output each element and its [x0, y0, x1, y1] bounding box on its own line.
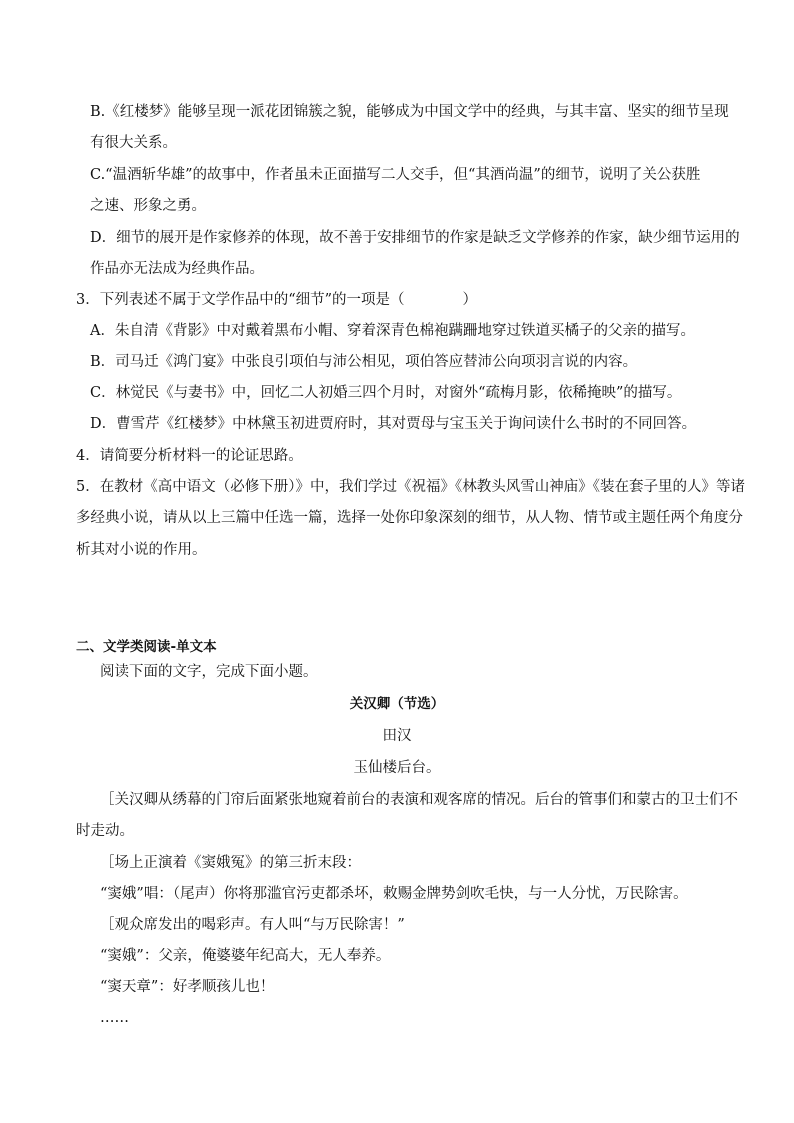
paragraph-3: “窦娥”唱：（尾声）你将那滥官污吏都杀坏，敕赐金牌势剑吹毛快，与一人分忧，万民除害。 — [100, 886, 688, 902]
paragraph-5: “窦娥”：父亲，俺婆婆年纪高大，无人奉养。 — [100, 948, 391, 964]
q2-option-d-line2: 作品亦无法成为经典作品。 — [90, 261, 264, 277]
reading-instruction: 阅读下面的文字，完成下面小题。 — [100, 664, 318, 680]
q2-option-b-line2: 有很大关系。 — [90, 135, 177, 151]
q3-option-b: B．司马迁《鸿门宴》中张良引项伯与沛公相见，项伯答应替沛公向项羽言说的内容。 — [90, 354, 638, 370]
paragraph-1-line1: ［关汉卿从绣幕的门帘后面紧张地窥着前台的表演和观客席的情况。后台的管事们和蒙古的卫士们不 — [100, 792, 738, 808]
q2-option-b-line1: B.《红楼梦》能够呈现一派花团锦簇之貌，能够成为中国文学中的经典，与其丰富、坚实的细节呈现 — [90, 104, 729, 120]
article-setting: 玉仙楼后台。 — [353, 760, 441, 776]
q4-stem: 4．请简要分析材料一的论证思路。 — [76, 448, 303, 464]
paragraph-4: ［观众席发出的喝彩声。有人叫“与万民除害！” — [100, 917, 405, 933]
q5-line2: 多经典小说，请从以上三篇中任选一篇，选择一处你印象深刻的细节，从人物、情节或主题任两个角度分 — [76, 510, 743, 526]
q3-option-c: C．林觉民《与妻书》中，回忆二人初婚三四个月时，对窗外“疏梅月影，依稀掩映”的描写。 — [90, 385, 682, 401]
q2-option-c-line2: 之速、形象之勇。 — [90, 198, 206, 214]
paragraph-2: ［场上正演着《窦娥冤》的第三折末段： — [100, 855, 361, 871]
q5-line3: 析其对小说的作用。 — [76, 542, 207, 558]
paragraph-1-line2: 时走动。 — [76, 823, 134, 839]
q3-option-a: A．朱自清《背影》中对戴着黑布小帽、穿着深青色棉袍蹒跚地穿过铁道买橘子的父亲的描写。 — [90, 323, 695, 339]
q3-option-d: D．曹雪芹《红楼梦》中林黛玉初进贾府时，其对贾母与宝玉关于询问读什么书时的不同回答。 — [90, 416, 697, 432]
article-title: 关汉卿（节选） — [349, 696, 445, 712]
q2-option-c-line1: C.“温酒斩华雄”的故事中，作者虽未正面描写二人交手，但“其酒尚温”的细节，说明了关公获胜 — [90, 167, 701, 183]
ellipsis: …… — [100, 1010, 129, 1026]
q5-line1: 5．在教材《高中语文（必修下册）》中，我们学过《祝福》《林教头风雪山神庙》《装在套子里的人》等诸 — [76, 479, 745, 495]
section-heading: 二、文学类阅读-单文本 — [76, 639, 217, 655]
q3-stem: 3．下列表述不属于文学作品中的“细节”的一项是（ ） — [76, 292, 478, 308]
paragraph-6: “窦天章”：好孝顺孩儿也！ — [100, 979, 275, 995]
q2-option-d-line1: D．细节的展开是作家修养的体现，故不善于安排细节的作家是缺乏文学修养的作家，缺少细节运用的 — [90, 230, 740, 246]
article-author: 田汉 — [382, 728, 412, 744]
